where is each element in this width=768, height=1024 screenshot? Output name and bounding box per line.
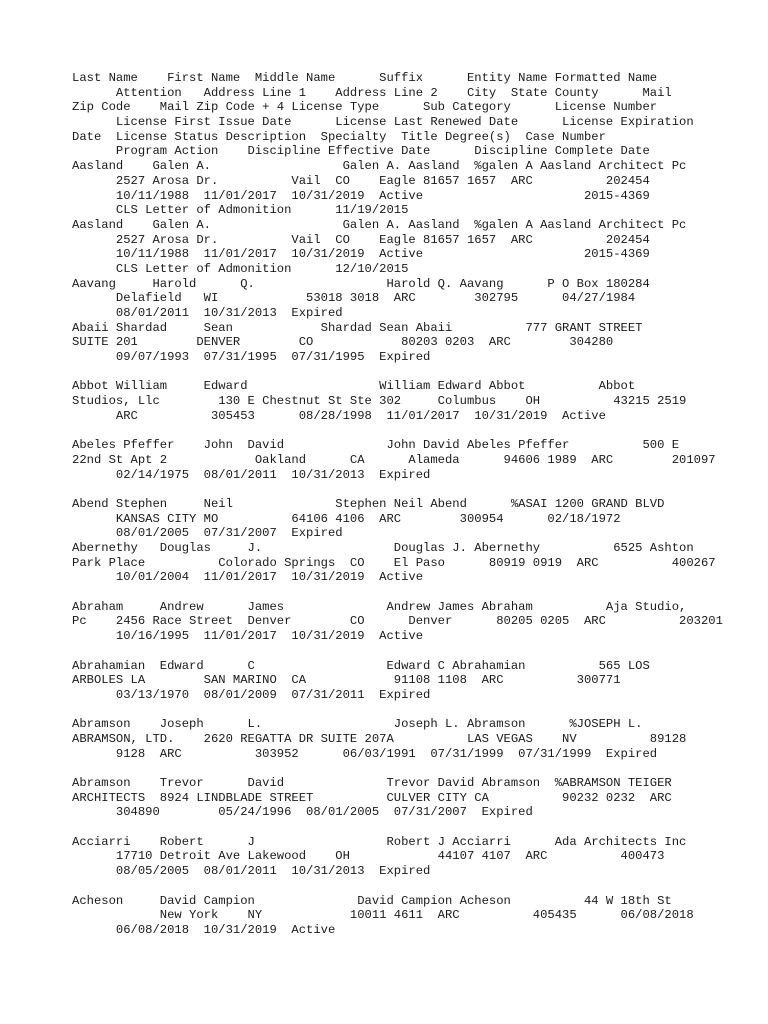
license-record-abramson-trevor bbox=[72, 776, 762, 820]
license-record-abend bbox=[72, 497, 762, 541]
record-line: Abrahamian Edward C Edward C Abrahamian 565 LOS bbox=[72, 658, 650, 673]
record-line: KANSAS CITY MO 64106 4106 ARC 300954 02/18/1972 bbox=[72, 511, 621, 526]
record-spacer bbox=[72, 482, 762, 497]
record-line: ARC 305453 08/28/1998 11/01/2017 10/31/2019 Active bbox=[72, 408, 606, 423]
record-line: 10/16/1995 11/01/2017 10/31/2019 Active bbox=[72, 629, 424, 644]
header-line: Attention Address Line 1 Address Line 2 City State County Mail bbox=[72, 85, 672, 100]
record-line: 304890 05/24/1996 08/01/2005 07/31/2007 Expired bbox=[72, 805, 533, 820]
license-record-acciarri bbox=[72, 835, 762, 879]
record-line: Aasland Galen A. Galen A. Aasland %galen A Aasland Architect Pc bbox=[72, 217, 687, 232]
license-record-abeles-pfeffer bbox=[72, 438, 762, 482]
license-record-abrahamian bbox=[72, 659, 762, 703]
record-line: Studios, Llc 130 E Chestnut St Ste 302 Columbus OH 43215 2519 bbox=[72, 394, 687, 409]
record-line: Abernethy Douglas J. Douglas J. Abernethy 6525 Ashton bbox=[72, 541, 694, 555]
column-header bbox=[72, 71, 762, 159]
record-line: 08/05/2005 08/01/2011 10/31/2013 Expired bbox=[72, 864, 431, 879]
record-line: Abraham Andrew James Andrew James Abraham Aja Studio, bbox=[72, 599, 687, 614]
record-line: Abeles Pfeffer John David John David Abeles Pfeffer 500 E bbox=[72, 438, 680, 453]
record-line: 9128 ARC 303952 06/03/1991 07/31/1999 07/31/1999 Expired bbox=[72, 746, 658, 761]
license-listing bbox=[72, 71, 762, 938]
record-line: ARBOLES LA SAN MARINO CA 91108 1108 ARC 300771 bbox=[72, 673, 621, 688]
record-line: Abramson Joseph L. Joseph L. Abramson %JOSEPH L. bbox=[72, 717, 643, 732]
license-record-abernethy bbox=[72, 541, 762, 585]
record-line: Abbot William Edward William Edward Abbot Abbot bbox=[72, 379, 636, 394]
record-line: Pc 2456 Race Street Denver CO Denver 80205 0205 ARC 203201 bbox=[72, 614, 723, 629]
license-record-abaii bbox=[72, 321, 762, 365]
record-line: Abend Stephen Neil Stephen Neil Abend %ASAI 1200 GRAND BLVD bbox=[72, 496, 665, 511]
record-line: 22nd St Apt 2 Oakland CA Alameda 94606 1989 ARC 201097 bbox=[72, 452, 716, 467]
record-line: 10/11/1988 11/01/2017 10/31/2019 Active 2015-4369 bbox=[72, 188, 650, 203]
record-line: 06/08/2018 10/31/2019 Active bbox=[72, 922, 336, 937]
license-record-abramson-joseph bbox=[72, 717, 762, 761]
record-spacer bbox=[72, 585, 762, 600]
record-line: Abramson Trevor David Trevor David Abramson %ABRAMSON TEIGER bbox=[72, 776, 672, 790]
record-line: ABRAMSON, LTD. 2620 REGATTA DR SUITE 207A LAS VEGAS NV 89128 bbox=[72, 731, 687, 746]
record-line: 10/01/2004 11/01/2017 10/31/2019 Active bbox=[72, 570, 424, 585]
record-line: 2527 Arosa Dr. Vail CO Eagle 81657 1657 ARC 202454 bbox=[72, 173, 650, 188]
record-line: CLS Letter of Admonition 11/19/2015 bbox=[72, 203, 409, 218]
license-record-acheson bbox=[72, 894, 762, 938]
header-line: Last Name First Name Middle Name Suffix Entity Name Formatted Name bbox=[72, 71, 658, 85]
record-list bbox=[72, 159, 762, 937]
record-line: Acheson David Campion David Campion Acheson 44 W 18th St bbox=[72, 893, 672, 908]
record-line: 2527 Arosa Dr. Vail CO Eagle 81657 1657 ARC 202454 bbox=[72, 232, 650, 247]
header-line: Program Action Discipline Effective Date Discipline Complete Date bbox=[72, 144, 650, 159]
record-line: Aavang Harold Q. Harold Q. Aavang P O Box 180284 bbox=[72, 276, 650, 291]
license-record-aavang bbox=[72, 277, 762, 321]
header-line: License First Issue Date License Last Renewed Date License Expiration bbox=[72, 115, 694, 130]
record-spacer bbox=[72, 761, 762, 776]
record-line: ARCHITECTS 8924 LINDBLADE STREET CULVER CITY CA 90232 0232 ARC bbox=[72, 790, 672, 805]
record-line: Delafield WI 53018 3018 ARC 302795 04/27/1984 bbox=[72, 291, 636, 306]
record-spacer bbox=[72, 644, 762, 659]
record-line: 08/01/2011 10/31/2013 Expired bbox=[72, 306, 343, 320]
record-line: Park Place Colorado Springs CO El Paso 80919 0919 ARC 400267 bbox=[72, 555, 716, 570]
record-line: 03/13/1970 08/01/2009 07/31/2011 Expired bbox=[72, 687, 431, 702]
record-line: 08/01/2005 07/31/2007 Expired bbox=[72, 526, 343, 541]
record-line: New York NY 10011 4611 ARC 405435 06/08/2018 bbox=[72, 908, 694, 923]
record-spacer bbox=[72, 365, 762, 380]
record-spacer bbox=[72, 424, 762, 439]
license-record-aasland-1 bbox=[72, 159, 762, 218]
record-line: 17710 Detroit Ave Lakewood OH 44107 4107 ARC 400473 bbox=[72, 849, 665, 864]
record-line: SUITE 201 DENVER CO 80203 0203 ARC 304280 bbox=[72, 335, 614, 350]
license-record-abraham bbox=[72, 600, 762, 644]
record-line: Aasland Galen A. Galen A. Aasland %galen A Aasland Architect Pc bbox=[72, 159, 687, 174]
header-line: Zip Code Mail Zip Code + 4 License Type Sub Category License Number bbox=[72, 100, 658, 115]
record-line: Acciarri Robert J Robert J Acciarri Ada Architects Inc bbox=[72, 834, 687, 849]
header-line: Date License Status Description Specialty Title Degree(s) Case Number bbox=[72, 129, 606, 144]
record-spacer bbox=[72, 820, 762, 835]
record-spacer bbox=[72, 703, 762, 718]
license-record-abbot bbox=[72, 379, 762, 423]
record-line: Abaii Shardad Sean Shardad Sean Abaii 777 GRANT STREET bbox=[72, 320, 643, 335]
record-line: CLS Letter of Admonition 12/10/2015 bbox=[72, 261, 409, 276]
record-spacer bbox=[72, 879, 762, 894]
record-line: 10/11/1988 11/01/2017 10/31/2019 Active 2015-4369 bbox=[72, 247, 650, 262]
license-record-aasland-2 bbox=[72, 218, 762, 277]
record-line: 09/07/1993 07/31/1995 07/31/1995 Expired bbox=[72, 350, 431, 365]
record-line: 02/14/1975 08/01/2011 10/31/2013 Expired bbox=[72, 467, 431, 482]
